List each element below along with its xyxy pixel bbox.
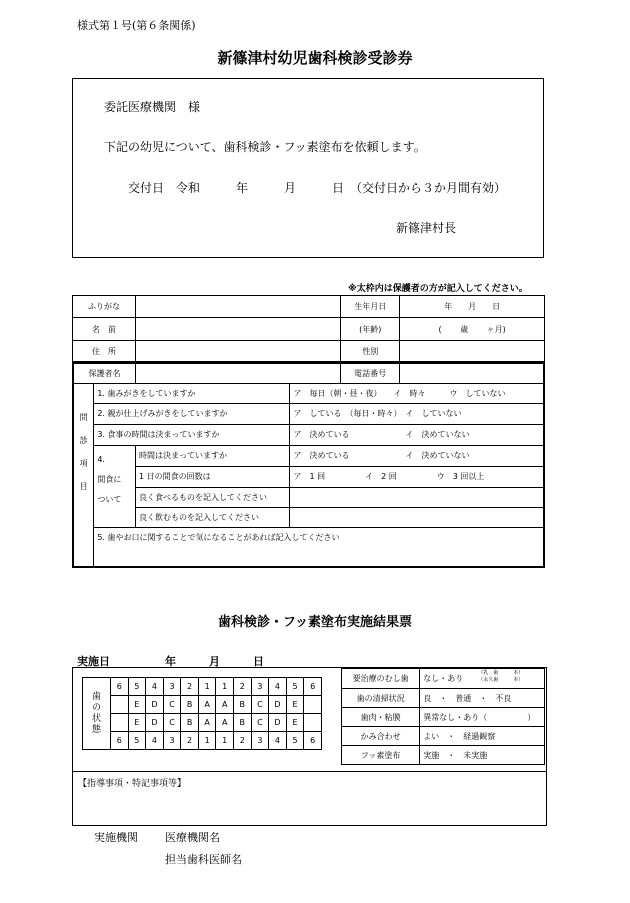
side-char: 項 xyxy=(79,458,88,468)
tooth-cell[interactable]: B xyxy=(181,696,199,714)
question-3: 3. 食事の時間は決まっていますか xyxy=(94,424,290,445)
tooth-cell[interactable]: 5 xyxy=(286,678,304,696)
tooth-cell[interactable]: E xyxy=(286,696,304,714)
addressee: 委託医療機関 様 xyxy=(104,100,201,114)
bite-label: かみ合わせ xyxy=(342,727,420,746)
birth-field[interactable]: 年 月 日 xyxy=(400,296,545,318)
tooth-cell[interactable]: D xyxy=(269,714,287,732)
teeth-label xyxy=(83,678,111,750)
tooth-cell[interactable]: B xyxy=(234,714,252,732)
guardian-note: ※太枠内は保護者の方が記入してください。 xyxy=(348,284,528,294)
tooth-cell[interactable]: C xyxy=(163,696,181,714)
answer-4b[interactable]: ア 1 回 イ 2 回 ウ 3 回以上 xyxy=(290,466,544,487)
tooth-cell[interactable]: 4 xyxy=(146,678,164,696)
teeth-label-char: 歯 xyxy=(91,691,101,702)
side-char: 診 xyxy=(79,435,88,445)
answer-2[interactable]: ア している （毎日・時々） イ していない xyxy=(290,403,544,424)
tooth-cell[interactable]: C xyxy=(251,714,269,732)
tooth-cell[interactable]: 4 xyxy=(146,732,164,750)
tooth-cell[interactable]: E xyxy=(286,714,304,732)
furigana-field[interactable] xyxy=(135,296,340,318)
issuer: 新篠津村長 xyxy=(396,221,457,235)
phone-label: 電話番号 xyxy=(341,363,400,383)
answer-4d[interactable] xyxy=(290,507,544,527)
caries-note xyxy=(478,670,523,684)
answer-1[interactable]: ア 毎日（朝・昼・夜） イ 時々 ウ していない xyxy=(290,383,544,403)
address-label: 住 所 xyxy=(73,341,136,362)
dentist-name-label: 担当歯科医師名 xyxy=(165,853,242,866)
age-label: (年齢) xyxy=(341,318,400,341)
tooth-cell[interactable]: 1 xyxy=(198,678,216,696)
tooth-cell[interactable]: 4 xyxy=(269,678,287,696)
institution-label: 実施機関 xyxy=(94,831,138,844)
question-4d: 良く飲むものを記入してください xyxy=(136,507,290,527)
tooth-cell[interactable]: 1 xyxy=(216,678,234,696)
tooth-cell[interactable]: 2 xyxy=(234,678,252,696)
teeth-label-char: 態 xyxy=(91,724,101,735)
tooth-cell[interactable]: 3 xyxy=(251,732,269,750)
gender-field[interactable] xyxy=(400,341,545,362)
cleaning-value[interactable]: 良 ・ 普通 ・ 不良 xyxy=(420,689,545,708)
q4-label xyxy=(94,445,136,527)
question-4c: 良く食べるものを記入してください xyxy=(136,487,290,507)
tooth-cell[interactable]: D xyxy=(269,696,287,714)
q4-number: 4. xyxy=(97,454,105,464)
tooth-cell[interactable]: 2 xyxy=(181,732,199,750)
address-field[interactable] xyxy=(135,341,340,362)
tooth-cell[interactable]: 6 xyxy=(304,732,322,750)
side-char: 問 xyxy=(79,412,88,422)
caries-note-deciduous: （乳 歯 本） xyxy=(478,670,524,676)
tooth-cell[interactable]: 2 xyxy=(234,732,252,750)
issue-date: 交付日 令和 年 月 日 （交付日から３か月間有効） xyxy=(128,181,507,195)
tooth-cell[interactable]: 1 xyxy=(216,732,234,750)
fluoride-value[interactable]: 実施 ・ 未実施 xyxy=(420,746,545,765)
answer-4c[interactable] xyxy=(290,487,544,507)
tooth-cell[interactable] xyxy=(304,714,322,732)
tooth-cell[interactable]: 5 xyxy=(286,732,304,750)
question-5[interactable]: 5. 歯やお口に関することで気になることがあれば記入してください xyxy=(94,527,544,567)
gums-value[interactable]: 異常なし・あり（ ） xyxy=(420,708,545,727)
birth-label: 生年月日 xyxy=(341,296,400,318)
tooth-cell[interactable]: A xyxy=(216,714,234,732)
questionnaire-table xyxy=(72,362,545,568)
fluoride-label: フッ素塗布 xyxy=(342,746,420,765)
q4-label-2: ついて xyxy=(97,494,122,504)
teeth-label-char: 状 xyxy=(91,713,101,724)
tooth-cell[interactable]: 3 xyxy=(163,732,181,750)
tooth-cell[interactable]: B xyxy=(234,696,252,714)
request-text: 下記の幼児について、歯科検診・フッ素塗布を依頼します。 xyxy=(104,140,426,154)
caries-field[interactable] xyxy=(420,669,545,689)
page-title: 新篠津村幼児歯科検診受診券 xyxy=(217,49,413,67)
tooth-cell[interactable]: 6 xyxy=(110,732,128,750)
tooth-cell[interactable]: 2 xyxy=(181,678,199,696)
tooth-cell[interactable]: 1 xyxy=(198,732,216,750)
question-4b: 1 日の間食の回数は xyxy=(136,466,290,487)
teeth-label-char: の xyxy=(91,702,101,713)
tooth-cell[interactable]: 5 xyxy=(128,678,146,696)
age-field[interactable]: ( 歳 ヶ月) xyxy=(400,318,545,341)
name-label: 名 前 xyxy=(73,318,136,341)
tooth-cell[interactable]: D xyxy=(146,696,164,714)
institution-name-label: 医療機関名 xyxy=(165,831,220,844)
tooth-cell[interactable]: A xyxy=(198,714,216,732)
guardian-field[interactable] xyxy=(136,363,341,383)
results-items-table xyxy=(341,668,545,765)
tooth-cell[interactable]: 3 xyxy=(251,678,269,696)
answer-4a[interactable]: ア 決めている イ 決めていない xyxy=(290,445,544,466)
guidance-field[interactable] xyxy=(74,790,544,822)
cleaning-label: 歯の清掃状況 xyxy=(342,689,420,708)
questionnaire-side-label xyxy=(73,383,94,567)
results-title: 歯科検診・フッ素塗布実施結果票 xyxy=(217,615,413,630)
tooth-cell[interactable] xyxy=(110,696,128,714)
gender-label: 性別 xyxy=(341,341,400,362)
tooth-cell[interactable]: A xyxy=(198,696,216,714)
answer-3[interactable]: ア 決めている イ 決めていない xyxy=(290,424,544,445)
guidance-divider xyxy=(72,771,546,772)
question-4a: 時間は決まっていますか xyxy=(136,445,290,466)
q4-label-1: 間食に xyxy=(97,474,122,484)
tooth-cell[interactable]: B xyxy=(181,714,199,732)
gums-label: 歯肉・粘膜 xyxy=(342,708,420,727)
tooth-cell[interactable]: 6 xyxy=(110,678,128,696)
tooth-cell[interactable]: 5 xyxy=(128,732,146,750)
tooth-cell[interactable]: E xyxy=(128,696,146,714)
side-char: 目 xyxy=(79,481,88,491)
info-table xyxy=(72,295,545,362)
guidance-label: 【指導事項・特記事項等】 xyxy=(78,779,187,789)
guardian-label: 保護者名 xyxy=(73,363,136,383)
tooth-cell[interactable]: C xyxy=(163,714,181,732)
tooth-cell[interactable]: A xyxy=(216,696,234,714)
caries-note-permanent: （永久歯 本） xyxy=(478,677,524,683)
tooth-cell[interactable] xyxy=(304,696,322,714)
furigana-label: ふりがな xyxy=(73,296,136,318)
tooth-cell[interactable] xyxy=(110,714,128,732)
caries-value: なし・あり xyxy=(423,674,464,683)
tooth-cell[interactable]: 6 xyxy=(304,678,322,696)
tooth-cell[interactable]: 3 xyxy=(163,678,181,696)
caries-label: 要治療のむし歯 xyxy=(342,669,420,689)
form-number: 様式第１号(第６条関係) xyxy=(77,19,196,32)
phone-field[interactable] xyxy=(400,363,544,383)
tooth-cell[interactable]: 4 xyxy=(269,732,287,750)
question-1: 1. 歯みがきをしていますか xyxy=(94,383,290,403)
name-field[interactable] xyxy=(135,318,340,341)
results-date: 実施日 年 月 日 xyxy=(77,655,264,668)
tooth-cell[interactable]: E xyxy=(128,714,146,732)
teeth-chart xyxy=(82,677,322,750)
tooth-cell[interactable]: D xyxy=(146,714,164,732)
question-2: 2. 親が仕上げみがきをしていますか xyxy=(94,403,290,424)
tooth-cell[interactable]: C xyxy=(251,696,269,714)
bite-value[interactable]: よい ・ 経過観察 xyxy=(420,727,545,746)
